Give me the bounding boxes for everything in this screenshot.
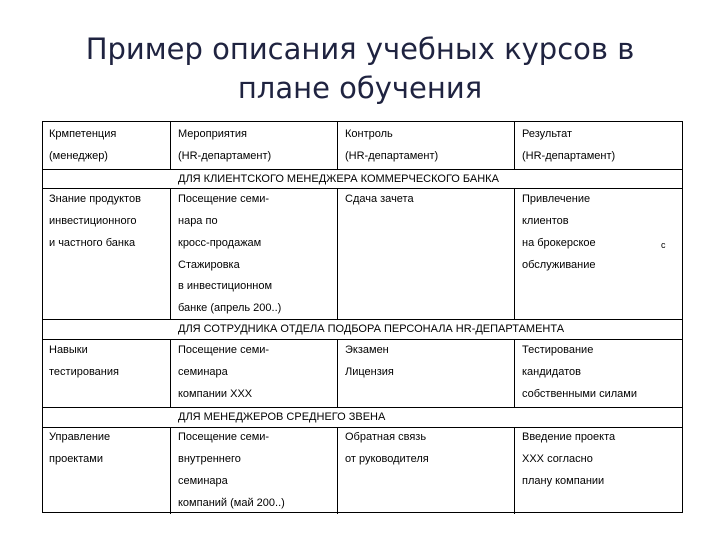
row-divider <box>43 188 682 189</box>
header-control: Контроль <box>345 128 393 140</box>
col-divider <box>514 339 515 407</box>
col-divider <box>170 188 171 319</box>
row-divider <box>43 339 682 340</box>
cell-text: семинара <box>178 366 228 378</box>
cell-text: Знание продуктов <box>49 193 141 205</box>
section-heading: ДЛЯ СОТРУДНИКА ОТДЕЛА ПОДБОРА ПЕРСОНАЛА HR-ДЕПАРТАМЕНТА <box>178 323 565 335</box>
cell-text: собственными силами <box>522 388 638 400</box>
cell-text: Привлечение <box>522 193 591 205</box>
cell-text: Посещение семи- <box>178 344 270 356</box>
row-divider <box>43 319 682 320</box>
cell-text: с <box>661 240 666 250</box>
col-divider <box>170 427 171 514</box>
cell-text: нара по <box>178 215 218 227</box>
cell-text: компаний (май 200..) <box>178 497 285 509</box>
cell-text: Тестирование <box>522 344 594 356</box>
header-activities: Мероприятия <box>178 128 247 140</box>
cell-text: Лицензия <box>345 366 394 378</box>
page-title <box>0 30 720 108</box>
row-divider <box>43 427 682 428</box>
cell-text: компании ХХХ <box>178 388 253 400</box>
cell-text: Введение проекта <box>522 431 616 443</box>
section-heading: ДЛЯ КЛИЕНТСКОГО МЕНЕДЖЕРА КОММЕРЧЕСКОГО БАНКА <box>178 173 499 185</box>
cell-text: клиентов <box>522 215 569 227</box>
title-line-2: плане обучения <box>237 71 483 105</box>
cell-text: Управление <box>49 431 111 443</box>
col-divider <box>514 427 515 514</box>
col-divider <box>514 122 515 169</box>
cell-text: банке (апрель 200..) <box>178 302 282 314</box>
col-divider <box>337 427 338 514</box>
title-line-1: Пример описания учебных курсов в <box>85 32 635 66</box>
header-competence: Крмпетенция <box>49 128 117 140</box>
col-divider <box>337 339 338 407</box>
cell-text: кросс-продажам <box>178 237 262 249</box>
cell-text: и частного банка <box>49 237 136 249</box>
cell-text: ХХХ согласно <box>522 453 593 465</box>
courses-table <box>42 121 683 513</box>
cell-text: Навыки <box>49 344 88 356</box>
header-activities-sub: (HR-департамент) <box>178 150 272 162</box>
cell-text: инвестиционного <box>49 215 137 227</box>
cell-text: обслуживание <box>522 259 596 271</box>
cell-text: Экзамен <box>345 344 389 356</box>
cell-text: проектами <box>49 453 103 465</box>
col-divider <box>337 188 338 319</box>
cell-text: плану компании <box>522 475 605 487</box>
header-result: Результат <box>522 128 573 140</box>
header-competence-sub: (менеджер) <box>49 150 108 162</box>
cell-text: тестирования <box>49 366 119 378</box>
col-divider <box>170 122 171 169</box>
row-divider <box>43 169 682 170</box>
row-divider <box>43 407 682 408</box>
cell-text: Стажировка <box>178 259 240 271</box>
cell-text: Обратная связь <box>345 431 427 443</box>
cell-text: от руководителя <box>345 453 429 465</box>
col-divider <box>170 339 171 407</box>
cell-text: Посещение семи- <box>178 431 270 443</box>
cell-text: семинара <box>178 475 228 487</box>
cell-text: Посещение семи- <box>178 193 270 205</box>
col-divider <box>337 122 338 169</box>
cell-text: на брокерское <box>522 237 596 249</box>
header-result-sub: (HR-департамент) <box>522 150 616 162</box>
section-heading: ДЛЯ МЕНЕДЖЕРОВ СРЕДНЕГО ЗВЕНА <box>178 411 386 423</box>
cell-text: в инвестиционном <box>178 280 273 292</box>
cell-text: кандидатов <box>522 366 581 378</box>
col-divider <box>514 188 515 319</box>
cell-text: Сдача зачета <box>345 193 414 205</box>
header-control-sub: (HR-департамент) <box>345 150 439 162</box>
cell-text: внутреннего <box>178 453 241 465</box>
